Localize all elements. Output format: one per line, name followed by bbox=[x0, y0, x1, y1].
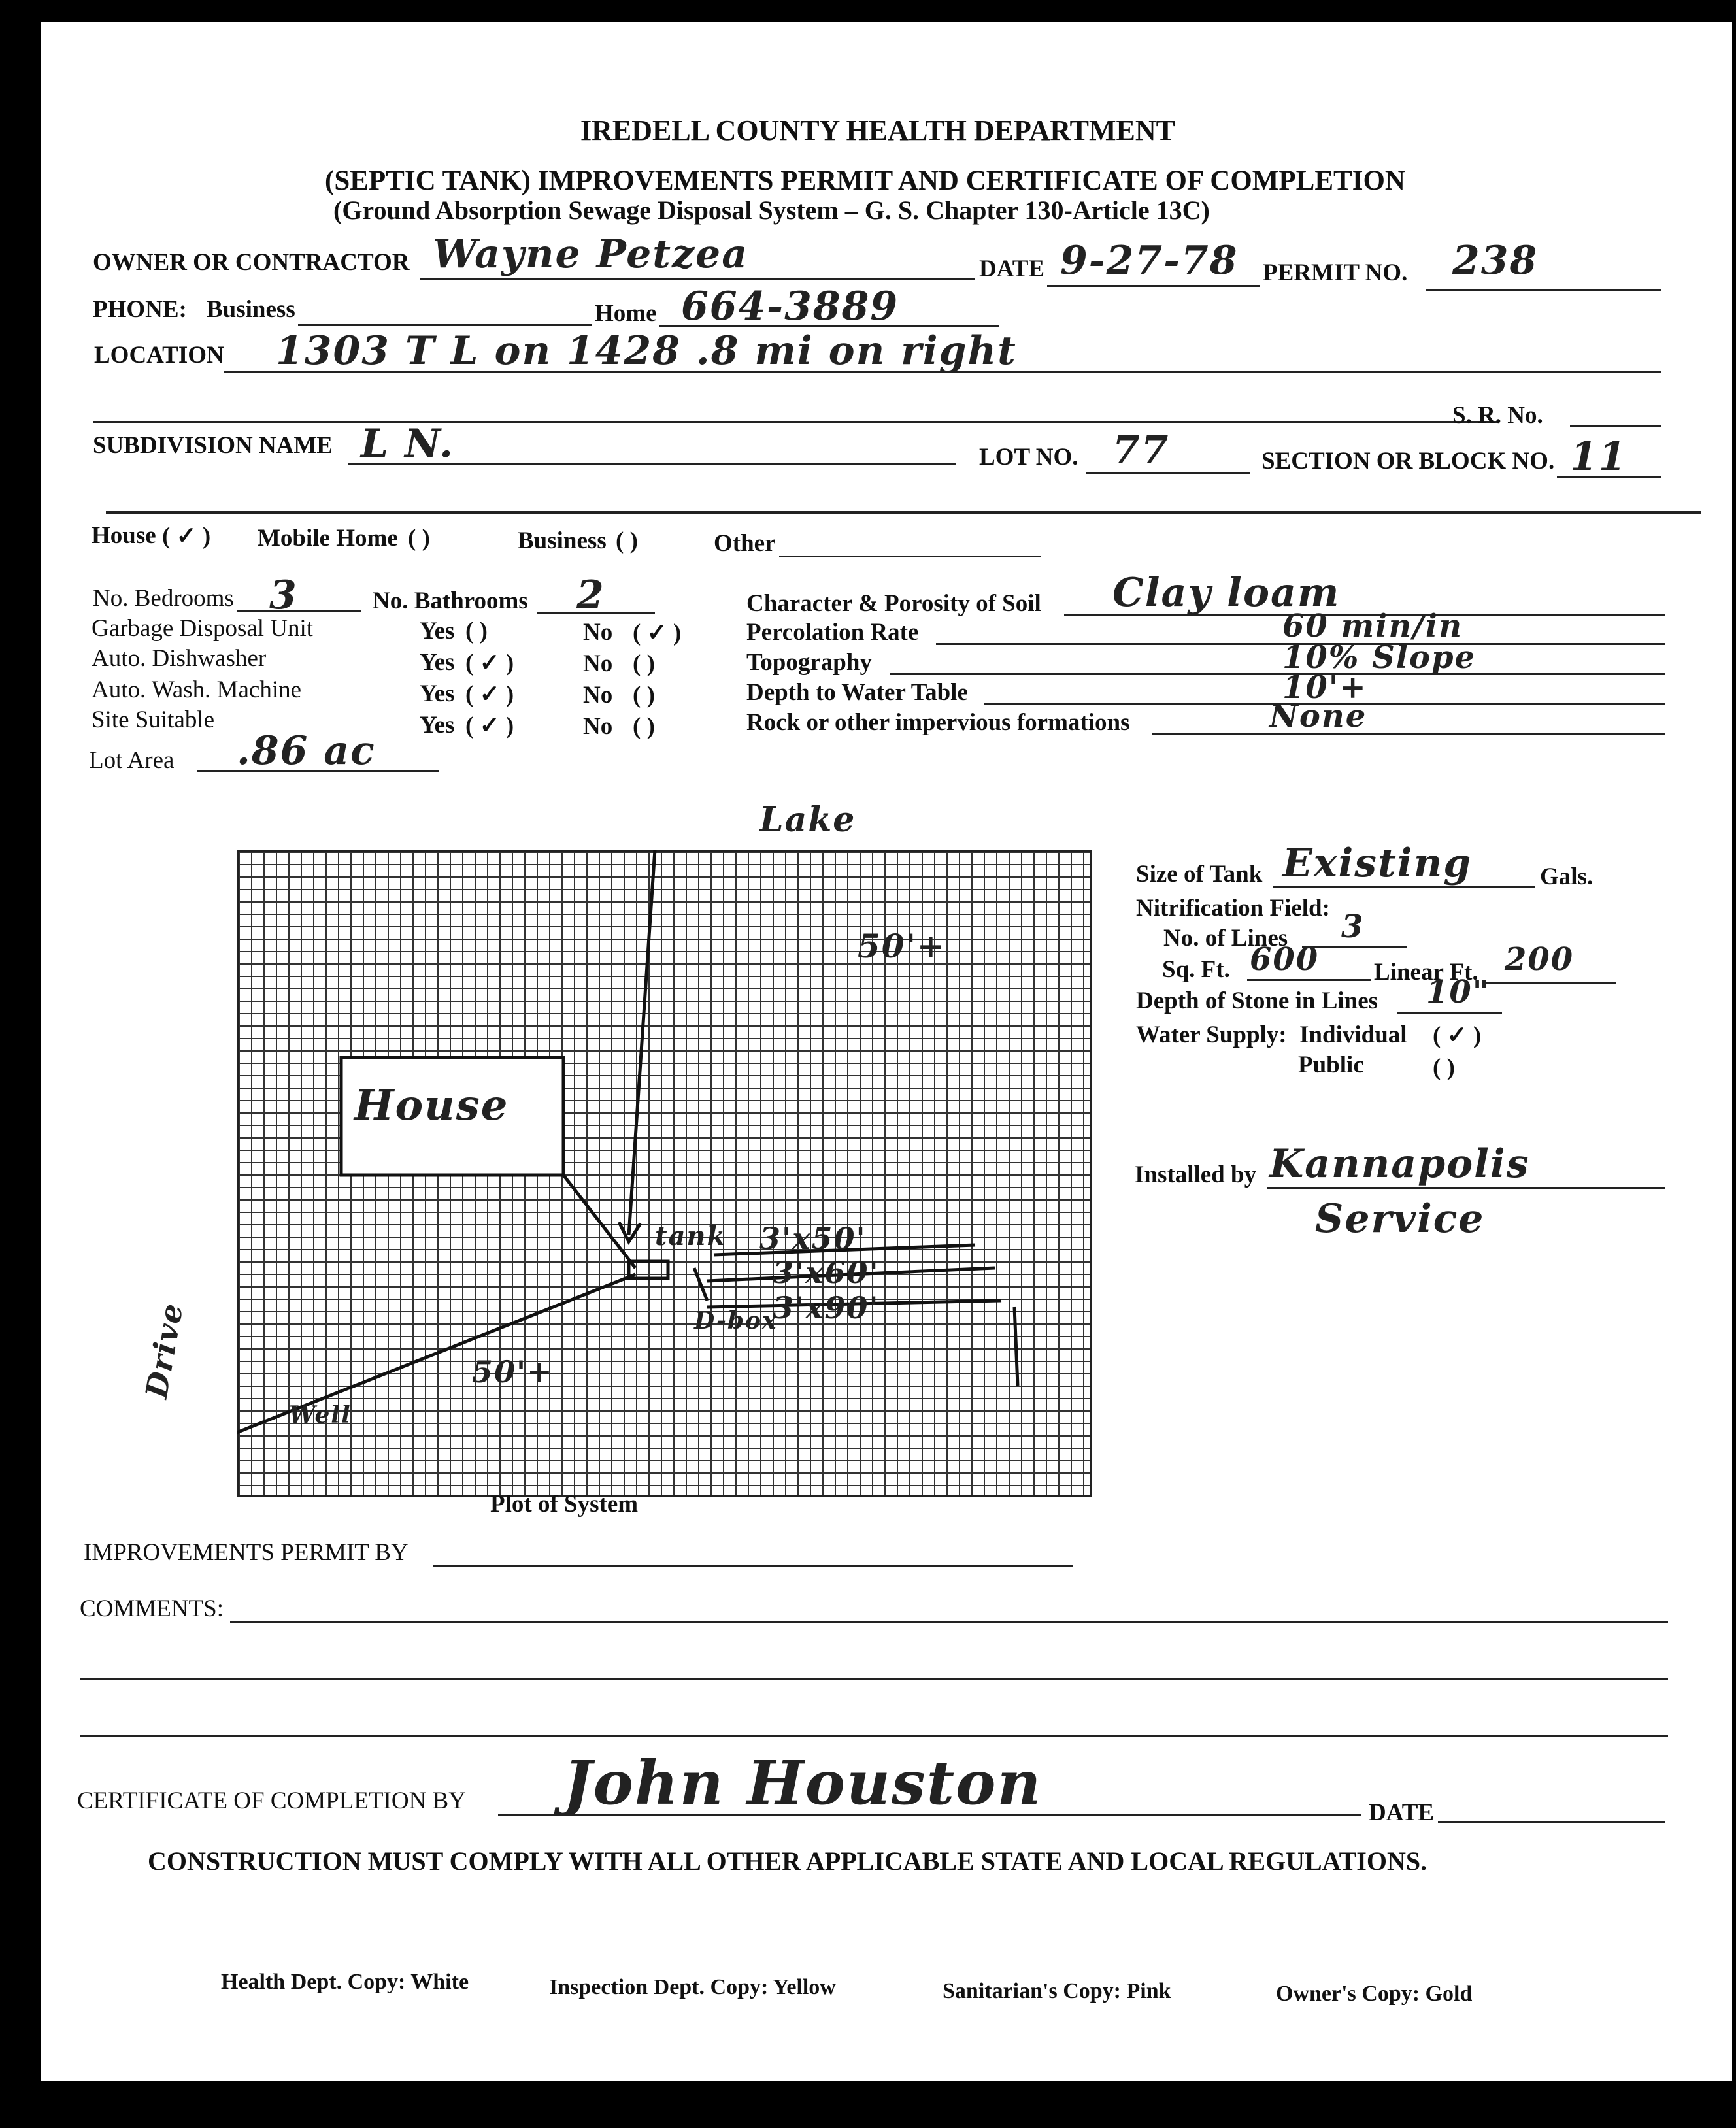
washer-yes-label: Yes bbox=[420, 680, 455, 707]
copy-sanitarian: Sanitarian's Copy: Pink bbox=[943, 1979, 1171, 2003]
comments-line-3 bbox=[80, 1735, 1668, 1737]
lateral-end bbox=[1014, 1307, 1018, 1386]
rock-label: Rock or other impervious formations bbox=[746, 709, 1130, 736]
lot-no-label: LOT NO. bbox=[979, 444, 1078, 471]
house-label: House bbox=[92, 522, 156, 549]
dbox-label: D-box bbox=[694, 1307, 778, 1335]
subdivision-label: SUBDIVISION NAME bbox=[93, 432, 333, 459]
copy-inspection: Inspection Dept. Copy: Yellow bbox=[549, 1975, 836, 1999]
house-label: House bbox=[354, 1081, 509, 1130]
well-label: Well bbox=[289, 1401, 352, 1429]
site-suitable-no-label: No bbox=[583, 713, 613, 740]
tank-size-value[interactable]: Existing bbox=[1282, 840, 1473, 886]
topography-label: Topography bbox=[746, 649, 872, 676]
individual-label: Individual bbox=[1299, 1022, 1407, 1048]
permit-by-label: IMPROVEMENTS PERMIT BY bbox=[84, 1539, 409, 1566]
location-label: LOCATION bbox=[94, 342, 224, 369]
lateral-1-label: 3'x50' bbox=[760, 1221, 867, 1256]
soil-character-value[interactable]: Clay loam bbox=[1112, 570, 1341, 616]
house-to-tank-line bbox=[563, 1175, 635, 1268]
lot-area-label: Lot Area bbox=[89, 747, 175, 774]
site-suitable-no-checkbox[interactable]: ( ) bbox=[633, 713, 655, 740]
lines-label: No. of Lines bbox=[1163, 925, 1288, 952]
form-subtitle: (Ground Absorption Sewage Disposal System – G. S. Chapter 130-Article 13C) bbox=[333, 195, 1210, 225]
washer-yes-checkbox[interactable]: ( ✓ ) bbox=[465, 681, 514, 708]
sqft-value[interactable]: 600 bbox=[1250, 941, 1320, 978]
subdivision-value[interactable]: L N. bbox=[361, 421, 454, 467]
section-label: SECTION OR BLOCK NO. bbox=[1261, 448, 1555, 474]
permit-no-value[interactable]: 238 bbox=[1452, 238, 1539, 284]
plot-sketch bbox=[237, 850, 1092, 1497]
section-value[interactable]: 11 bbox=[1570, 434, 1628, 480]
owner-label: OWNER OR CONTRACTOR bbox=[93, 249, 410, 276]
public-checkbox[interactable]: ( ) bbox=[1433, 1054, 1455, 1081]
stone-depth-label: Depth of Stone in Lines bbox=[1136, 988, 1378, 1014]
lake-distance: 50'+ bbox=[858, 927, 946, 965]
washer-label: Auto. Wash. Machine bbox=[92, 676, 302, 703]
lines-value[interactable]: 3 bbox=[1341, 908, 1365, 945]
garbage-label: Garbage Disposal Unit bbox=[92, 615, 314, 642]
certificate-label: CERTIFICATE OF COMPLETION BY bbox=[77, 1787, 466, 1814]
bathrooms-value[interactable]: 2 bbox=[576, 573, 605, 618]
garbage-yes-checkbox[interactable]: ( ) bbox=[465, 618, 488, 644]
house-checkbox[interactable]: ( ✓ ) bbox=[162, 523, 211, 550]
washer-no-checkbox[interactable]: ( ) bbox=[633, 682, 655, 708]
linear-ft-value[interactable]: 200 bbox=[1505, 941, 1575, 978]
sr-no-label: S. R. No. bbox=[1452, 402, 1543, 429]
owner-value[interactable]: Wayne Petzea bbox=[433, 231, 749, 277]
section-divider bbox=[106, 511, 1701, 514]
well-distance: 50'+ bbox=[472, 1354, 554, 1389]
installed-by-value-2: Service bbox=[1315, 1196, 1485, 1242]
water-table-label: Depth to Water Table bbox=[746, 679, 968, 706]
copy-health: Health Dept. Copy: White bbox=[221, 1970, 469, 1994]
location-value[interactable]: 1303 T L on 1428 .8 mi on right bbox=[276, 328, 1017, 374]
tank-label: tank bbox=[655, 1221, 727, 1252]
comments-line-2 bbox=[80, 1678, 1668, 1680]
lot-area-value[interactable]: .86 ac bbox=[237, 728, 376, 774]
dbox-line bbox=[694, 1268, 707, 1301]
water-table-value[interactable]: 10'+ bbox=[1282, 669, 1367, 706]
nitrification-label: Nitrification Field: bbox=[1136, 895, 1330, 922]
rock-value[interactable]: None bbox=[1269, 698, 1367, 735]
percolation-value[interactable]: 60 min/in bbox=[1282, 608, 1463, 644]
individual-checkbox[interactable]: ( ✓ ) bbox=[1433, 1022, 1482, 1049]
tank-size-label: Size of Tank bbox=[1136, 861, 1263, 888]
site-suitable-yes-label: Yes bbox=[420, 712, 455, 739]
lateral-3-label: 3'x90' bbox=[773, 1290, 880, 1325]
phone-label: PHONE: bbox=[93, 296, 187, 323]
mobile-home-label: Mobile Home bbox=[258, 525, 398, 552]
percolation-label: Percolation Rate bbox=[746, 619, 919, 646]
business-phone-label: Business bbox=[207, 296, 295, 323]
lake-arrow-line bbox=[629, 850, 655, 1235]
compliance-notice: CONSTRUCTION MUST COMPLY WITH ALL OTHER APPLICABLE STATE AND LOCAL REGULATIONS. bbox=[148, 1846, 1427, 1876]
business-checkbox[interactable]: ( ) bbox=[616, 527, 638, 554]
dishwasher-label: Auto. Dishwasher bbox=[92, 645, 267, 672]
washer-no-label: No bbox=[583, 682, 613, 708]
installed-by-label: Installed by bbox=[1135, 1161, 1257, 1188]
soil-character-label: Character & Porosity of Soil bbox=[746, 590, 1041, 617]
comments-line-1 bbox=[230, 1621, 1668, 1623]
dishwasher-no-label: No bbox=[583, 650, 613, 677]
garbage-no-label: No bbox=[583, 619, 613, 646]
water-supply-label: Water Supply: bbox=[1136, 1022, 1287, 1048]
installed-by-value[interactable]: Kannapolis bbox=[1269, 1141, 1530, 1187]
lateral-2-label: 3'x60' bbox=[773, 1255, 880, 1290]
date-label: DATE bbox=[979, 256, 1045, 282]
signature: John Houston bbox=[563, 1748, 1043, 1818]
plot-caption: Plot of System bbox=[490, 1491, 639, 1518]
site-suitable-label: Site Suitable bbox=[92, 707, 215, 733]
department-title: IREDELL COUNTY HEALTH DEPARTMENT bbox=[580, 114, 1175, 146]
site-suitable-yes-checkbox[interactable]: ( ✓ ) bbox=[465, 712, 514, 739]
drive-label: Drive bbox=[139, 1299, 190, 1401]
gals-label: Gals. bbox=[1540, 863, 1594, 890]
stone-depth-value[interactable]: 10" bbox=[1426, 974, 1490, 1010]
dishwasher-yes-checkbox[interactable]: ( ✓ ) bbox=[465, 650, 514, 676]
other-label: Other bbox=[714, 530, 776, 557]
topography-value[interactable]: 10% Slope bbox=[1282, 639, 1477, 676]
business-label: Business bbox=[518, 527, 607, 554]
garbage-yes-label: Yes bbox=[420, 618, 455, 644]
form-title: (SEPTIC TANK) IMPROVEMENTS PERMIT AND CERTIFICATE OF COMPLETION bbox=[325, 165, 1405, 196]
permit-form bbox=[41, 22, 1732, 2081]
home-phone-value[interactable]: 664-3889 bbox=[681, 284, 899, 329]
home-phone-label: Home bbox=[595, 300, 657, 327]
dishwasher-no-checkbox[interactable]: ( ) bbox=[633, 650, 655, 677]
bedrooms-label: No. Bedrooms bbox=[93, 585, 234, 612]
date-value[interactable]: 9-27-78 bbox=[1060, 238, 1239, 284]
lake-label: Lake bbox=[760, 800, 856, 840]
permit-no-label: PERMIT NO. bbox=[1263, 259, 1408, 286]
garbage-no-checkbox[interactable]: ( ✓ ) bbox=[633, 620, 682, 646]
linear-ft-label: Linear Ft. bbox=[1374, 959, 1478, 986]
public-label: Public bbox=[1298, 1052, 1364, 1078]
dishwasher-yes-label: Yes bbox=[420, 649, 455, 676]
bedrooms-value[interactable]: 3 bbox=[269, 573, 298, 618]
copy-owner: Owner's Copy: Gold bbox=[1276, 1982, 1473, 2006]
sqft-label: Sq. Ft. bbox=[1162, 956, 1230, 983]
lot-no-value[interactable]: 77 bbox=[1112, 427, 1170, 473]
bathrooms-label: No. Bathrooms bbox=[373, 588, 528, 614]
completion-date-label: DATE bbox=[1369, 1799, 1435, 1826]
comments-label: COMMENTS: bbox=[80, 1595, 224, 1622]
mobile-home-checkbox[interactable]: ( ) bbox=[408, 525, 430, 552]
